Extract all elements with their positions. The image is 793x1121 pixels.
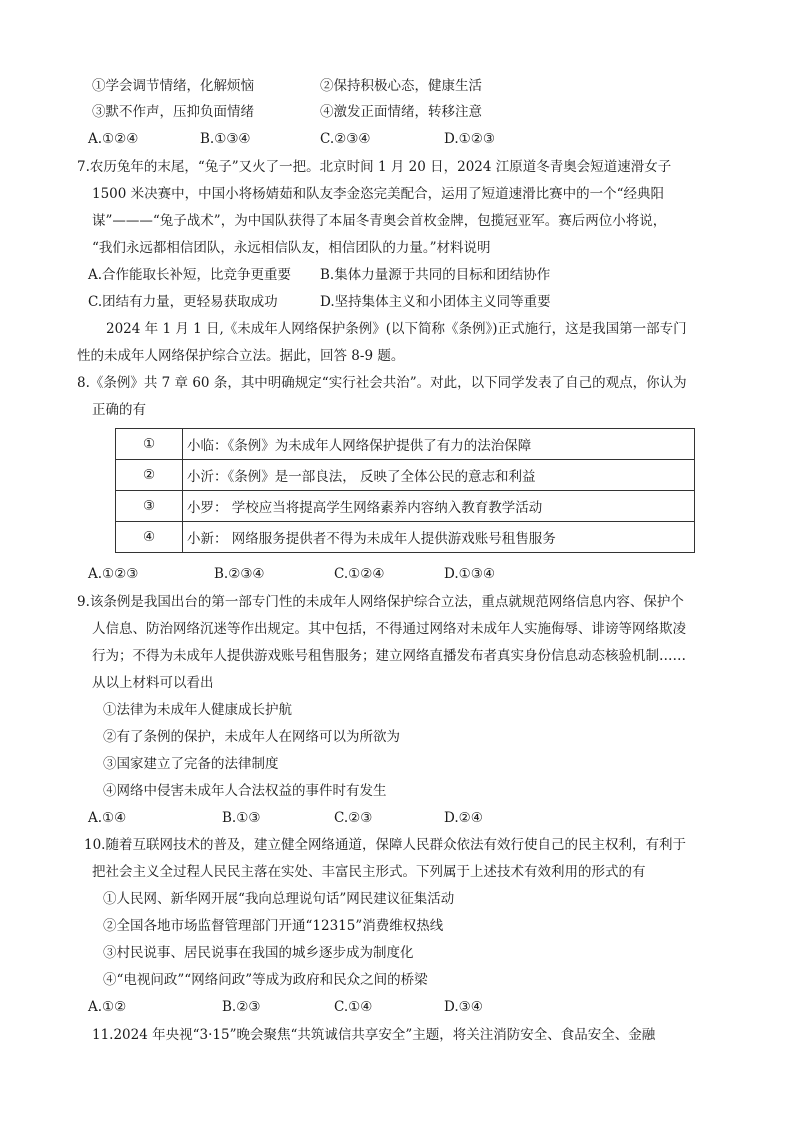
intro-line-2: 性的未成年人网络保护综合立法。据此，回答 8-9 题。 <box>77 348 405 364</box>
q8-choice-d: D.①③④ <box>444 566 495 582</box>
q7-stem-line-3: 谋”———“兔子战术”，为中国队获得了本届冬青奥会首枚金牌，包揽冠亚军。赛后两位小将说， <box>92 213 667 229</box>
q7-stem-line-1: 7.农历兔年的末尾，“兔子”又火了一把。北京时间 1 月 20 日，2024 江原道冬青奥会短道速滑女子 <box>77 159 672 175</box>
q8-statement-table <box>115 428 695 553</box>
q7-option-b: B.集体力量源于共同的目标和团结协作 <box>320 267 551 283</box>
q6-option-4: ④激发正面情绪，转移注意 <box>320 104 482 120</box>
q10-choice-b: B.②③ <box>222 999 261 1015</box>
q9-stem-line-3: 行为；不得为未成年人提供游戏账号租售服务；建立网络直播发布者真实身份信息动态核验机制…… <box>92 648 686 664</box>
q6-option-2: ②保持积极心态，健康生活 <box>320 78 482 94</box>
q10-item-1: ①人民网、新华网开展“我向总理说句话”网民建议征集活动 <box>103 891 455 907</box>
q10-item-4: ④“电视问政”“网络问政”等成为政府和民众之间的桥梁 <box>103 972 428 988</box>
table-row <box>116 460 695 491</box>
q8-choice-a: A.①②③ <box>88 566 139 582</box>
table-row <box>116 491 695 522</box>
q11-stem-line-1: 11.2024 年央视“3·15”晚会聚焦“共筑诚信共享安全”主题，将关注消防安全、食品安全、金融 <box>92 1027 656 1043</box>
q7-option-d: D.坚持集体主义和小团体主义同等重要 <box>320 294 551 310</box>
q8-choice-c: C.①②④ <box>334 566 385 582</box>
intro-line-1: 2024 年 1 月 1 日,《未成年人网络保护条例》(以下简称《条例》)正式施行，这是我国第一部专门 <box>106 321 687 337</box>
q9-choice-a: A.①④ <box>88 810 127 826</box>
q6-choice-a: A.①②④ <box>88 131 139 147</box>
q9-stem-line-1: 9.该条例是我国出台的第一部专门性的未成年人网络保护综合立法，重点就规范网络信息内容、保护个 <box>77 594 684 610</box>
table-cell-number: ③ <box>116 491 183 522</box>
q10-stem-line-1: 10.随着互联网技术的普及，建立健全网络通道，保障人民群众依法有效行使自己的民主权利，有利于 <box>84 837 686 853</box>
table-cell-number: ② <box>116 460 183 491</box>
table-cell-number: ④ <box>116 522 183 553</box>
q6-option-1: ①学会调节情绪，化解烦恼 <box>92 78 254 94</box>
q9-stem-line-4: 从以上材料可以看出 <box>92 675 214 691</box>
q7-option-c: C.团结有力量，更轻易获取成功 <box>88 294 278 310</box>
q9-item-4: ④网络中侵害未成年人合法权益的事件时有发生 <box>103 783 387 799</box>
table-row <box>116 429 695 460</box>
q7-stem-line-2: 1500 米决赛中，中国小将杨婧茹和队友李金恣完美配合，运用了短道速滑比赛中的一个“经典阳 <box>92 186 665 202</box>
q9-choice-b: B.①③ <box>222 810 261 826</box>
table-row <box>116 522 695 553</box>
table-cell-text: 小沂：《条例》是一部良法， 反映了全体公民的意志和利益 <box>183 460 695 491</box>
q6-option-3: ③默不作声，压抑负面情绪 <box>92 104 254 120</box>
q10-item-3: ③村民说事、居民说事在我国的城乡逐步成为制度化 <box>103 945 414 961</box>
q9-choice-c: C.②③ <box>334 810 373 826</box>
q10-stem-line-2: 把社会主义全过程人民民主落在实处、丰富民主形式。下列属于上述技术有效利用的形式的有 <box>92 864 646 880</box>
q10-choice-a: A.①② <box>88 999 127 1015</box>
q9-choice-d: D.②④ <box>444 810 483 826</box>
q8-stem-line-1: 8.《条例》共 7 章 60 条，其中明确规定“实行社会共治”。对此，以下同学发表了自己的观点，你认为 <box>77 375 687 391</box>
q10-item-2: ②全国各地市场监督管理部门开通“12315”消费维权热线 <box>103 918 444 934</box>
q8-stem-line-2: 正确的有 <box>92 402 146 418</box>
table-cell-text: 小罗： 学校应当将提高学生网络素养内容纳入教育教学活动 <box>183 491 695 522</box>
q8-choice-b: B.②③④ <box>214 566 265 582</box>
q6-choice-b: B.①③④ <box>200 131 251 147</box>
q9-item-3: ③国家建立了完备的法律制度 <box>103 756 279 772</box>
table-cell-text: 小新： 网络服务提供者不得为未成年人提供游戏账号租售服务 <box>183 522 695 553</box>
q9-item-2: ②有了条例的保护，未成年人在网络可以为所欲为 <box>103 729 400 745</box>
q10-choice-d: D.③④ <box>444 999 483 1015</box>
table-cell-text: 小临：《条例》为未成年人网络保护提供了有力的法治保障 <box>183 429 695 460</box>
q9-item-1: ①法律为未成年人健康成长护航 <box>103 702 292 718</box>
q10-choice-c: C.①④ <box>334 999 373 1015</box>
q9-stem-line-2: 人信息、防治网络沉迷等作出规定。其中包括，不得通过网络对未成年人实施侮辱、诽谤等网络欺凌 <box>92 621 686 637</box>
q7-stem-line-4: “我们永远都相信团队，永远相信队友，相信团队的力量。”材料说明 <box>92 240 491 256</box>
q6-choice-c: C.②③④ <box>320 131 371 147</box>
q7-option-a: A.合作能取长补短，比竞争更重要 <box>88 267 292 283</box>
q6-choice-d: D.①②③ <box>444 131 495 147</box>
table-cell-number: ① <box>116 429 183 460</box>
